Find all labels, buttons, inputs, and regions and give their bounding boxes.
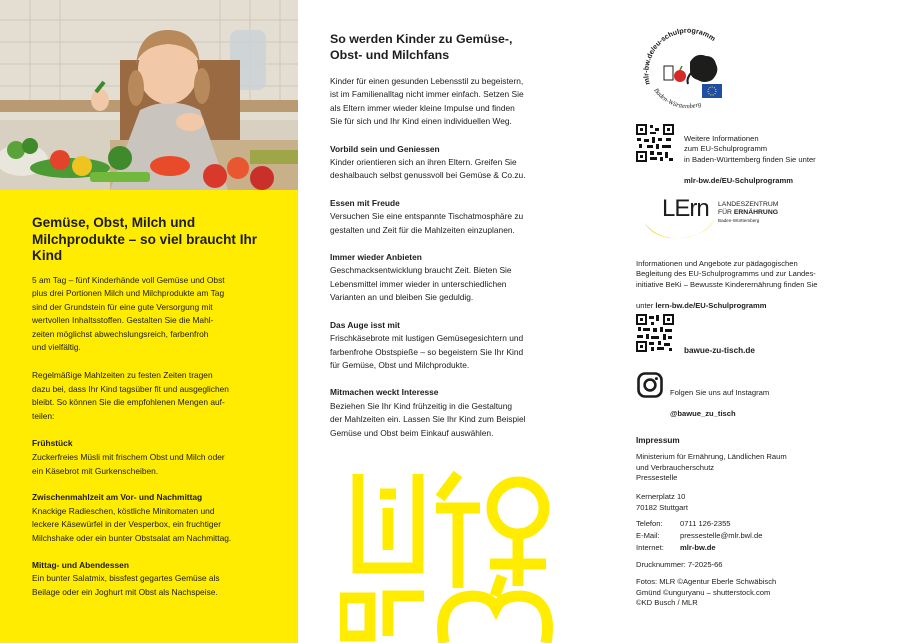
- tip-text: Kinder orientieren sich an ihren Eltern. Greifen Sie deshalbauch selbst genussvoll bei Gemüse & Co.zu.: [330, 157, 526, 181]
- lern-logo-line2: [718, 209, 778, 217]
- contact-row-telefon: [636, 518, 762, 530]
- contact-row-internet: [636, 542, 762, 554]
- tip-text: Versuchen Sie eine entspannte Tischatmosphäre zu gestalten und Zeit für die Mahlzeiten einzuplanen.: [330, 211, 524, 235]
- seal-bottom-text: Baden-Württemberg: [652, 87, 702, 111]
- instagram-text: Folgen Sie uns auf Instagram: [670, 387, 770, 397]
- qr-code-eu-schulprogramm[interactable]: [636, 124, 674, 162]
- contact-label: Internet:: [636, 543, 664, 552]
- guide-title: Gemüse, Obst, Milch und Milchprodukte – so viel braucht Ihr Kind: [32, 215, 258, 263]
- svg-text:Baden-Württemberg: [652, 87, 702, 110]
- eu-programm-info-text: Weitere Informationen zum EU-Schulprogramm in Baden-Württemberg finden Sie unter: [684, 133, 816, 164]
- tip-heading: Immer wieder Anbieten: [330, 252, 422, 263]
- guide-intro: 5 am Tag – fünf Kinderhände voll Gemüse und Obst plus drei Portionen Milch und Milchprodukte am Tag sind der Grundstein für eine gute Versorgung mit wertvollen Inhaltsstoffen. Gestalten Sie die Mahl- zeiten möglichst abwechslungsreich, farbenfroh und vielfältig.: [32, 274, 225, 353]
- contact-label: E-Mail:: [636, 531, 660, 540]
- qr-code-bawue-zu-tisch[interactable]: [636, 314, 674, 352]
- bawue-zu-tisch-link[interactable]: bawue-zu-tisch.de: [684, 346, 755, 355]
- contact-value[interactable]: mlr-bw.de: [680, 543, 716, 552]
- contact-row-email: [636, 530, 762, 542]
- guide-intro-2: Regelmäßige Mahlzeiten zu festen Zeiten tragen dazu bei, dass Ihr Kind tagsüber fit und ausgeglichen bleibt. So können Sie die empfohlenen Mengen auf- teilen:: [32, 370, 229, 421]
- tip-heading: Vorbild sein und Geniessen: [330, 143, 440, 154]
- impressum-contacts: [636, 518, 762, 554]
- section-text: Zuckerfreies Müsli mit frischem Obst und Milch oder ein Käsebrot mit Gurkenscheiben.: [32, 452, 225, 476]
- tip-text: Beziehen Sie Ihr Kind frühzeitig in die Gestaltung der Mahlzeiten ein. Lassen Sie Ihr Kind zum Beispiel Gemüse und Obst beim Einkauf auswählen.: [330, 400, 526, 438]
- contact-label: Telefon:: [636, 519, 663, 528]
- lern-info-tail: unter: [636, 300, 656, 310]
- lern-logo-text: [718, 201, 778, 224]
- section-text: Ein bunter Salatmix, bissfest gegartes Gemüse als Beilage oder ein Joghurt mit Obst als Nachspeise.: [32, 573, 220, 597]
- tips-title: So werden Kinder zu Gemüse-, Obst- und Milchfans: [330, 32, 513, 62]
- druck-nummer: Drucknummer: 7-2025-66: [636, 560, 723, 569]
- eu-schulprogramm-seal-logo: [636, 22, 736, 112]
- tip-heading: Essen mit Freude: [330, 197, 400, 208]
- section-heading: Frühstück: [32, 438, 73, 449]
- seal-top-text: mlr-bw.de/eu-schulprogramm: [641, 25, 718, 86]
- lern-logo: [640, 192, 800, 242]
- contact-value[interactable]: 0711 126-2355: [680, 519, 731, 528]
- impressum-ministry: Ministerium für Ernährung, Ländlichen Raum und Verbraucherschutz Pressestelle: [636, 452, 787, 483]
- section-text: Knackige Radieschen, köstliche Minitomaten und leckere Käsewürfel in der Vesperbox, ein fruchtiger Milchshake oder ein bunter Obstsalat am Nachmittag.: [32, 505, 232, 543]
- tip-heading: Das Auge isst mit: [330, 319, 400, 330]
- tips-column: [330, 32, 565, 454]
- child-eating-vegetables-photo: [0, 0, 298, 190]
- foto-credits: Fotos: MLR ©Agentur Eberle Schwäbisch Gmünd ©unguryanu – shutterstock.com ©KD Busch / MLR: [636, 577, 777, 608]
- eu-programm-link[interactable]: mlr-bw.de/EU-Schulprogramm: [684, 175, 793, 185]
- lern-logo-line3: Baden-Württemberg: [718, 217, 760, 223]
- lern-info: [636, 248, 856, 312]
- instagram-icon[interactable]: [637, 372, 663, 398]
- tips-intro: Kinder für einen gesunden Lebensstil zu begeistern, ist im Familienalltag nicht immer einfach. Setzen Sie als Eltern immer wieder kleine Impulse und finden Sie für sich und Ihr Kind einen individuellen Weg.: [330, 76, 524, 127]
- nutrition-guide: [32, 215, 272, 612]
- tip-text: Frischkäsebrote mit lustigen Gemüsegesichtern und farbenfrohe Obstspieße – so begeistern Sie Ihr Kind für Gemüse, Obst und Milchprodukte.: [330, 333, 524, 370]
- contact-value[interactable]: pressestelle@mlr.bwl.de: [680, 531, 763, 540]
- impressum-address: Kernerplatz 10 70182 Stuttgart: [636, 492, 688, 512]
- tip-text: Geschmacksentwicklung braucht Zeit. Bieten Sie Lebensmittel immer wieder in unterschiedlichen Varianten an und bleiben Sie geduldig.: [330, 265, 512, 303]
- section-heading: Mittag- und Abendessen: [32, 559, 129, 570]
- decorative-food-shapes: [340, 468, 570, 643]
- instagram-handle[interactable]: @bawue_zu_tisch: [670, 408, 736, 418]
- lern-info-text: Informationen und Angebote zur pädagogischen Begleitung des EU-Schulprogramms und zur Landes- initiative BeKi – Bewusste Kinderernährung finden Sie: [636, 258, 818, 289]
- lern-logo-line1: LANDESZENTRUM: [718, 201, 779, 208]
- impressum-title: Impressum: [636, 436, 680, 445]
- lern-logo-line2-bold: ERNÄHRUNG: [733, 209, 779, 217]
- instagram-info: [670, 377, 769, 430]
- lern-logo-mark: LErn: [662, 195, 709, 222]
- info-column: [636, 0, 876, 643]
- lern-link[interactable]: lern-bw.de/EU-Schulprogramm: [655, 300, 767, 310]
- eu-programm-info: [684, 123, 874, 187]
- lern-logo-line2-pre: FÜR: [718, 209, 734, 217]
- section-heading: Zwischenmahlzeit am Vor- und Nachmittag: [32, 492, 203, 503]
- yellow-column: [0, 0, 298, 643]
- tip-heading: Mitmachen weckt Interesse: [330, 387, 439, 398]
